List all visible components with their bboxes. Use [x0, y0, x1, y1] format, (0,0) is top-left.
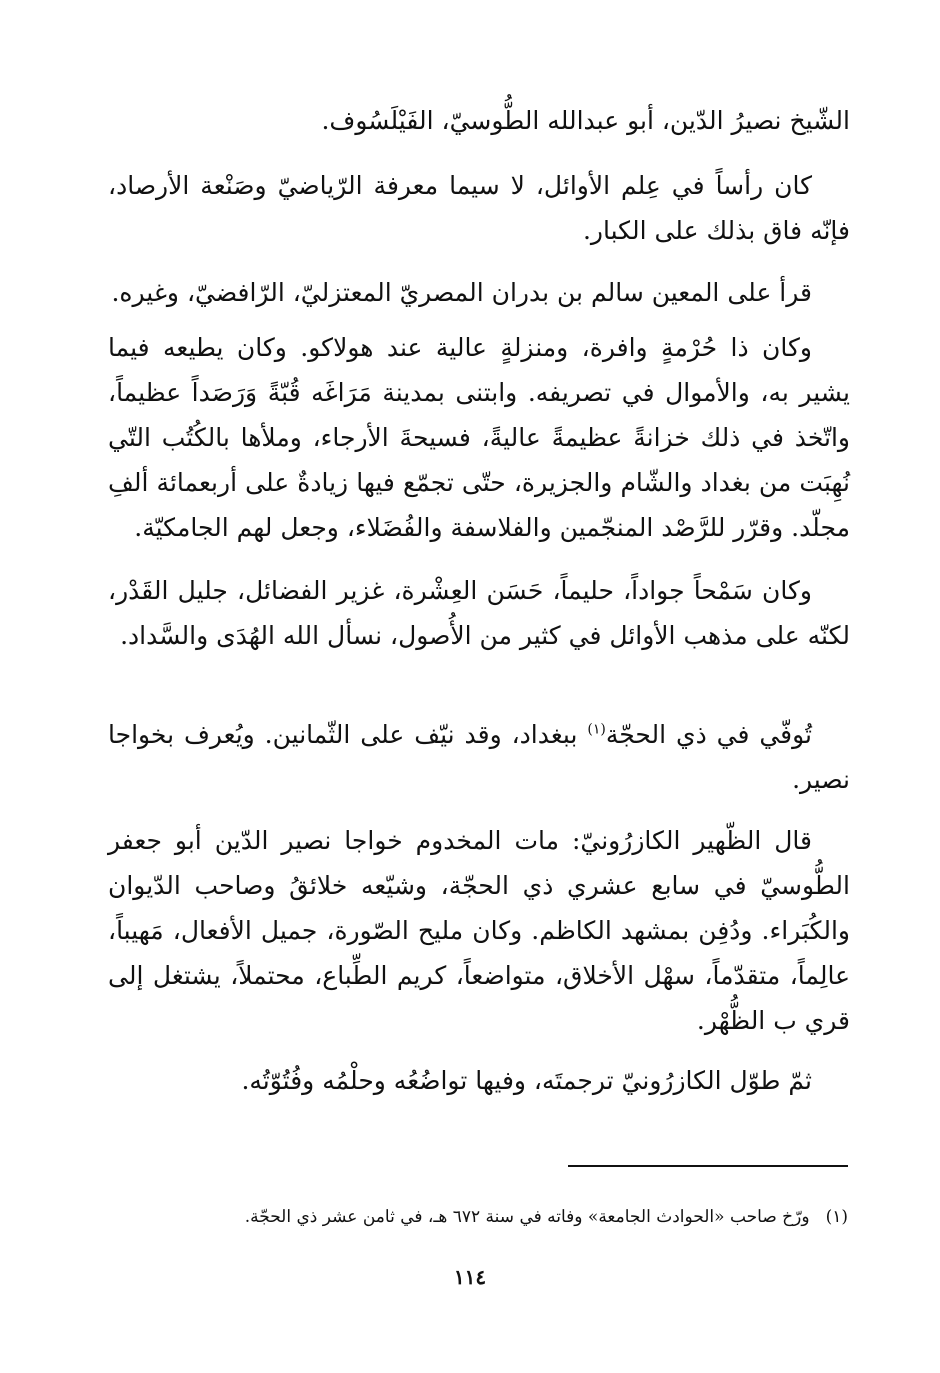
- page-number: ١١٤: [453, 1265, 487, 1289]
- paragraph-5: وكان سَمْحاً جواداً، حليماً، حَسَن العِشْرة، غزير الفضائل، جليل القَدْر، لكنّه على مذهب الأوائل في كثير من الأُصول، نسأل الله الهُدَى والسَّداد.: [108, 576, 850, 650]
- footnote-reference[interactable]: (١): [587, 721, 606, 738]
- paragraph-6-start: تُوفّي في ذي الحجّة: [605, 720, 812, 749]
- paragraph-2: كان رأساً في عِلم الأوائل، لا سيما معرفة الرّياضيّ وصَنْعة الأرصاد، فإنّه فاق بذلك على الكبار.: [108, 171, 850, 245]
- paragraph-6-end: ببغداد، وقد نيّف على الثّمانين. ويُعرف بخواجا نصير.: [108, 720, 850, 794]
- footnote-text: ورّخ صاحب «الحوادث الجامعة» وفاته في سنة ٦٧٢ هـ، في ثامن عشر ذي الحجّة.: [244, 1207, 810, 1227]
- paragraph-8: ثمّ طوّل الكازرُونيّ ترجمتَه، وفيها تواضُعُه وحلْمُه وفُتُوّتُه.: [241, 1066, 812, 1095]
- paragraph-3: قرأ على المعين سالم بن بدران المصريّ المعتزليّ، الرّافضيّ، وغيره.: [111, 278, 812, 307]
- paragraph-title-line: [108, 98, 850, 143]
- paragraph-7: قال الظّهير الكازرُونيّ: مات المخدوم خواجا نصير الدّين أبو جعفر الطُّوسيّ في سابع عشري ذي الحجّة، وشيّعه خلائقُ وصاحب الدّيوان والكُبَراء. ودُفِن بمشهد الكاظم. وكان مليح الصّورة، جميل الأفعال، مَهيباً، عالِماً، متقدّماً، سهْل الأخلاق، متواضعاً، كريم الطِّباع، محتملاً، يشتغل إلى قري ب الظُّهْر.: [108, 826, 850, 1035]
- footnote-marker: (١): [825, 1207, 848, 1227]
- paragraph-6: [108, 712, 850, 802]
- footnote-divider: [568, 1165, 848, 1167]
- footnote: [120, 1203, 848, 1231]
- paragraph-4: وكان ذا حُرْمةٍ وافرة، ومنزلةٍ عالية عند هولاكو. وكان يطيعه فيما يشير به، والأموال في تصريفه. وابتنى بمدينة مَرَاغَه قُبّةً وَرَصَداً عظيماً، واتّخذ في ذلك خزانةً عظيمةً عاليةً، فسيحةَ الأرجاء، وملأها بالكُتُب التّي نُهِبَت من بغداد والشّام والجزيرة، حتّى تجمّع فيها زيادةٌ على أربعمائة ألفِ مجلّد. وقرّر للرَّصْد المنجّمين والفلاسفة والفُضَلاء، وجعل لهم الجامكيّة.: [108, 333, 850, 542]
- paragraph-text: الشّيخ نصيرُ الدّين، أبو عبدالله الطُّوسيّ، الفَيْلَسُوف.: [321, 106, 850, 135]
